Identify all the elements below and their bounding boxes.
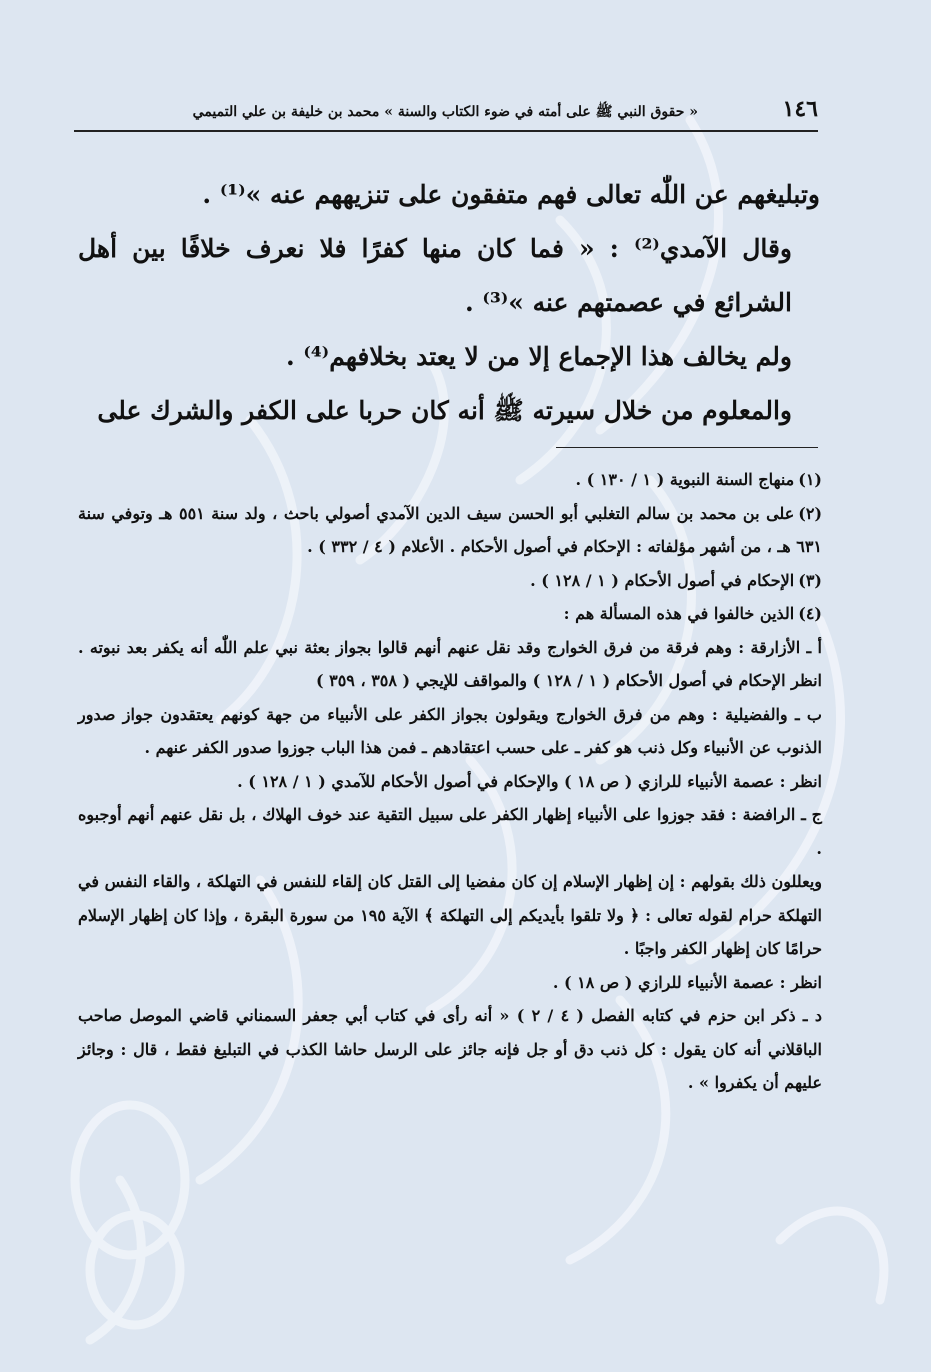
footnote bbox=[78, 564, 822, 598]
footnote-text: منهاج السنة النبوية ( ١ / ١٣٠ ) . bbox=[575, 470, 795, 489]
footnote bbox=[78, 597, 822, 631]
main-paragraph: ولم يخالف هذا الإجماع إلا من لا يعتد بخلافهم⁽⁴⁾ . bbox=[285, 342, 792, 371]
footnote-text: الذين خالفوا في هذه المسألة هم : bbox=[563, 604, 795, 623]
page-header bbox=[74, 94, 818, 132]
footnote-item: أ ـ الأزارقة : وهم فرقة من فرق الخوارج وقد نقل عنهم أنهم قالوا بجواز بعثة نبي علم اللّٰه أنه يكفر بعد نبوته . انظر الإحكام في أصول الأحكام ( ١ / ١٢٨ ) والمواقف للإيجي ( ٣٥٨ ، ٣٥٩ ) bbox=[78, 637, 822, 690]
main-text bbox=[78, 168, 820, 438]
footnote-text: على بن محمد بن سالم التغلبي أبو الحسن سيف الدين الآمدي أصولي باحث ، ولد سنة ٥٥١ هـ وتوفي سنة ٦٣١ هـ ، من أشهر مؤلفاته : الإحكام في أصول الأحكام . الأعلام ( ٤ / ٣٣٢ ) . bbox=[78, 503, 822, 556]
footnote-number: (٣) bbox=[798, 570, 822, 590]
running-title: « حقوق النبي ﷺ على أمته في ضوء الكتاب والسنة » محمد بن خليفة بن علي التميمي bbox=[192, 104, 698, 120]
main-paragraph: وقال الآمدي⁽²⁾ : « فما كان منها كفرًا فلا نعرف خلافًا بين أهل الشرائع في عصمتهم عنه »⁽³⁾ . bbox=[78, 234, 792, 317]
footnote bbox=[78, 497, 822, 564]
main-paragraph: والمعلوم من خلال سيرته ﷺ أنه كان حربا على الكفر والشرك على bbox=[97, 396, 792, 425]
footnote-number: (١) bbox=[798, 470, 822, 489]
footnote-item: انظر : عصمة الأنبياء للرازي ( ص ١٨ ) والإحكام في أصول الأحكام للآمدي ( ١ / ١٢٨ ) . bbox=[237, 771, 822, 791]
footnote bbox=[78, 463, 822, 497]
footnotes-section bbox=[78, 463, 822, 1100]
footnote-item: ج ـ الرافضة : فقد جوزوا على الأنبياء إظهار الكفر على سبيل التقية عند خوف الهلاك ، بل نقل عنهم أنهم أوجبوه . bbox=[78, 805, 822, 858]
footnote-item: د ـ ذكر ابن حزم في كتابه الفصل ( ٤ / ٢ ) « أنه رأى في كتاب أبي جعفر السمناني قاضي الموصل صاحب الباقلاني أنه كان يقول : كل ذنب دق أو جل فإنه جائز على الرسل حاشا الكذب في التبليغ فقط ، قال : وجائز عليهم أن يكفروا » . bbox=[78, 1006, 823, 1092]
footnote-number: (٤) bbox=[798, 604, 822, 623]
page-number: ١٤٦ bbox=[782, 96, 818, 122]
footnote-item: ب ـ والفضيلية : وهم من فرق الخوارج ويقولون بجواز الكفر على الأنبياء من جهة كونهم يعتقدون جواز صدور الذنوب عن الأنبياء وكل ذنب هو كفر ـ على حسب اعتقادهم ـ فمن هذا الباب جوزوا صدور الكفر عنهم . bbox=[78, 704, 822, 757]
main-paragraph: وتبليغهم عن اللّٰه تعالى فهم متفقون على تنزيههم عنه »⁽¹⁾ . bbox=[202, 180, 820, 209]
footnote-separator bbox=[556, 447, 818, 448]
footnote-item: ويعللون ذلك بقولهم : إن إظهار الإسلام إن كان مفضيا إلى القتل كان إلقاء للنفس في التهلكة ، والقاء النفس في التهلكة حرام لقوله تعالى : ﴿ ولا تلقوا بأيديكم إلى التهلكة ﴾ الآية ١٩٥ من سورة البقرة ، وإذا كان إظهار الإسلام حرامًا كان إظهار الكفر واجبًا . bbox=[78, 872, 823, 958]
footnote-number: (٢) bbox=[798, 503, 823, 523]
footnote-item: انظر : عصمة الأنبياء للرازي ( ص ١٨ ) . bbox=[552, 972, 822, 992]
footnote-text: الإحكام في أصول الأحكام ( ١ / ١٢٨ ) . bbox=[530, 570, 795, 590]
